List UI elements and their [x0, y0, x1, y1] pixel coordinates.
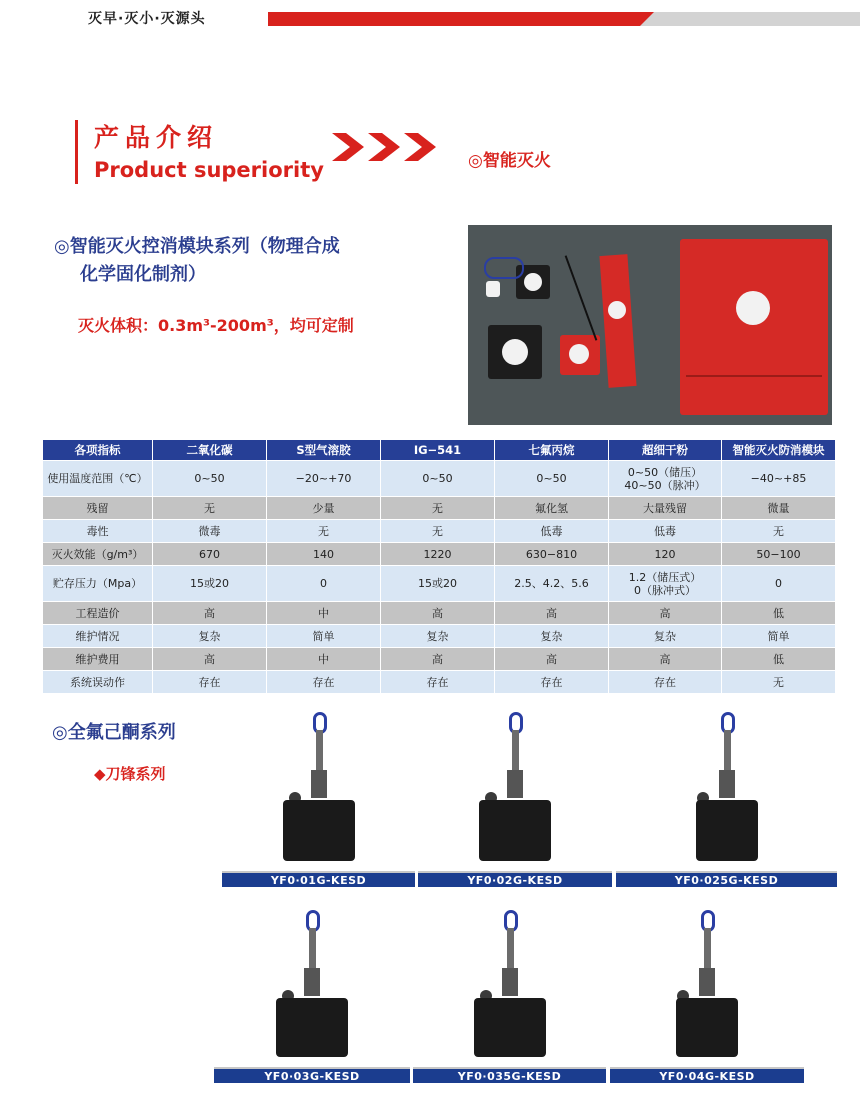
table-cell: 低	[722, 648, 836, 671]
product-model-label: YF0·04G-KESD	[610, 1067, 804, 1083]
table-cell: 140	[267, 543, 381, 566]
header-red-band	[268, 12, 660, 26]
table-cell: 大量残留	[609, 497, 722, 520]
table-row	[43, 625, 836, 648]
product-model-label: YF0·03G-KESD	[214, 1067, 410, 1083]
product-card	[222, 700, 415, 887]
table-cell: 微毒	[153, 520, 267, 543]
table-row	[43, 461, 836, 497]
table-row-label: 系统误动作	[43, 671, 153, 694]
table-header-cell: S型气溶胶	[267, 440, 381, 461]
table-cell: 无	[722, 520, 836, 543]
table-cell: 存在	[495, 671, 609, 694]
volume-note: 灭火体积：0.3m³-200m³，均可定制	[78, 316, 354, 335]
table-cell: 无	[153, 497, 267, 520]
header-gray-band	[640, 12, 860, 26]
table-row-label: 维护费用	[43, 648, 153, 671]
table-header-cell: 智能灭火防消模块	[722, 440, 836, 461]
table-header-cell: 各项指标	[43, 440, 153, 461]
series1-title-line2: 化学固化制剂）	[80, 264, 206, 285]
table-cell: 高	[609, 648, 722, 671]
table-cell: 120	[609, 543, 722, 566]
table-row-label: 毒性	[43, 520, 153, 543]
table-row-label: 使用温度范围（℃）	[43, 461, 153, 497]
table-cell: 微量	[722, 497, 836, 520]
table-row	[43, 497, 836, 520]
table-header-cell: IG−541	[381, 440, 495, 461]
header-slogan: 灭早·灭小·灭源头	[88, 11, 206, 27]
table-cell: 存在	[381, 671, 495, 694]
table-row	[43, 520, 836, 543]
table-cell: 高	[381, 602, 495, 625]
series1-title	[54, 233, 434, 289]
table-cell: 存在	[153, 671, 267, 694]
table-row	[43, 671, 836, 694]
table-row	[43, 566, 836, 602]
table-cell: 高	[153, 648, 267, 671]
series1-title-line1: ◎智能灭火控消模块系列（物理合成	[54, 236, 340, 257]
table-cell: 低	[722, 602, 836, 625]
table-cell: 存在	[609, 671, 722, 694]
table-cell: 无	[722, 671, 836, 694]
table-cell: −20~+70	[267, 461, 381, 497]
series2-subtitle: ◆刀锋系列	[94, 765, 166, 783]
product-card	[616, 700, 837, 887]
table-cell: 无	[381, 497, 495, 520]
table-cell: 少量	[267, 497, 381, 520]
product-model-label: YF0·025G-KESD	[616, 871, 837, 887]
product-card	[214, 898, 410, 1083]
table-cell: 1220	[381, 543, 495, 566]
table-cell: 0~50	[153, 461, 267, 497]
product-model-label: YF0·02G-KESD	[418, 871, 612, 887]
title-accent-bar	[75, 120, 78, 184]
section-title-en: Product superiority	[94, 158, 324, 182]
product-card	[413, 898, 606, 1083]
table-cell: 15或20	[381, 566, 495, 602]
table-header-row	[43, 440, 836, 461]
table-cell: 0~50	[381, 461, 495, 497]
table-cell: 高	[381, 648, 495, 671]
table-cell: 复杂	[381, 625, 495, 648]
table-cell: 复杂	[153, 625, 267, 648]
product-model-label: YF0·01G-KESD	[222, 871, 415, 887]
table-cell: 高	[609, 602, 722, 625]
table-cell: 中	[267, 648, 381, 671]
table-cell: 低毒	[495, 520, 609, 543]
table-header-cell: 七氟丙烷	[495, 440, 609, 461]
table-cell: 高	[153, 602, 267, 625]
table-cell: 高	[495, 602, 609, 625]
table-row-label: 维护情况	[43, 625, 153, 648]
table-row	[43, 602, 836, 625]
table-row-label: 灭火效能（g/m³）	[43, 543, 153, 566]
table-cell: 中	[267, 602, 381, 625]
table-cell: 高	[495, 648, 609, 671]
product-model-label: YF0·035G-KESD	[413, 1067, 606, 1083]
table-cell: 复杂	[495, 625, 609, 648]
series2-title: ◎全氟己酮系列	[52, 722, 176, 743]
table-cell: 0	[722, 566, 836, 602]
table-cell: 0	[267, 566, 381, 602]
table-cell: 1.2（储压式） 0（脉冲式）	[609, 566, 722, 602]
table-cell: 0~50（储压） 40~50（脉冲）	[609, 461, 722, 497]
table-cell: 存在	[267, 671, 381, 694]
table-cell: 2.5、4.2、5.6	[495, 566, 609, 602]
table-cell: 630−810	[495, 543, 609, 566]
table-row-label: 残留	[43, 497, 153, 520]
table-cell: 简单	[722, 625, 836, 648]
table-row	[43, 648, 836, 671]
table-row	[43, 543, 836, 566]
table-cell: 复杂	[609, 625, 722, 648]
table-cell: −40~+85	[722, 461, 836, 497]
table-cell: 无	[267, 520, 381, 543]
section-title-cn: 产品介绍	[94, 123, 219, 152]
product-card	[418, 700, 612, 887]
comparison-table	[42, 439, 836, 694]
table-row-label: 工程造价	[43, 602, 153, 625]
table-header-cell: 二氧化碳	[153, 440, 267, 461]
table-cell: 50−100	[722, 543, 836, 566]
category-label: ◎智能灭火	[468, 151, 551, 171]
table-cell: 15或20	[153, 566, 267, 602]
table-cell: 无	[381, 520, 495, 543]
table-cell: 670	[153, 543, 267, 566]
product-card	[610, 898, 804, 1083]
table-row-label: 贮存压力（Mpa）	[43, 566, 153, 602]
table-cell: 低毒	[609, 520, 722, 543]
chevron-arrows-icon	[332, 130, 442, 164]
table-cell: 简单	[267, 625, 381, 648]
module-product-photo	[468, 225, 832, 425]
table-cell: 氟化氢	[495, 497, 609, 520]
table-cell: 0~50	[495, 461, 609, 497]
table-header-cell: 超细干粉	[609, 440, 722, 461]
